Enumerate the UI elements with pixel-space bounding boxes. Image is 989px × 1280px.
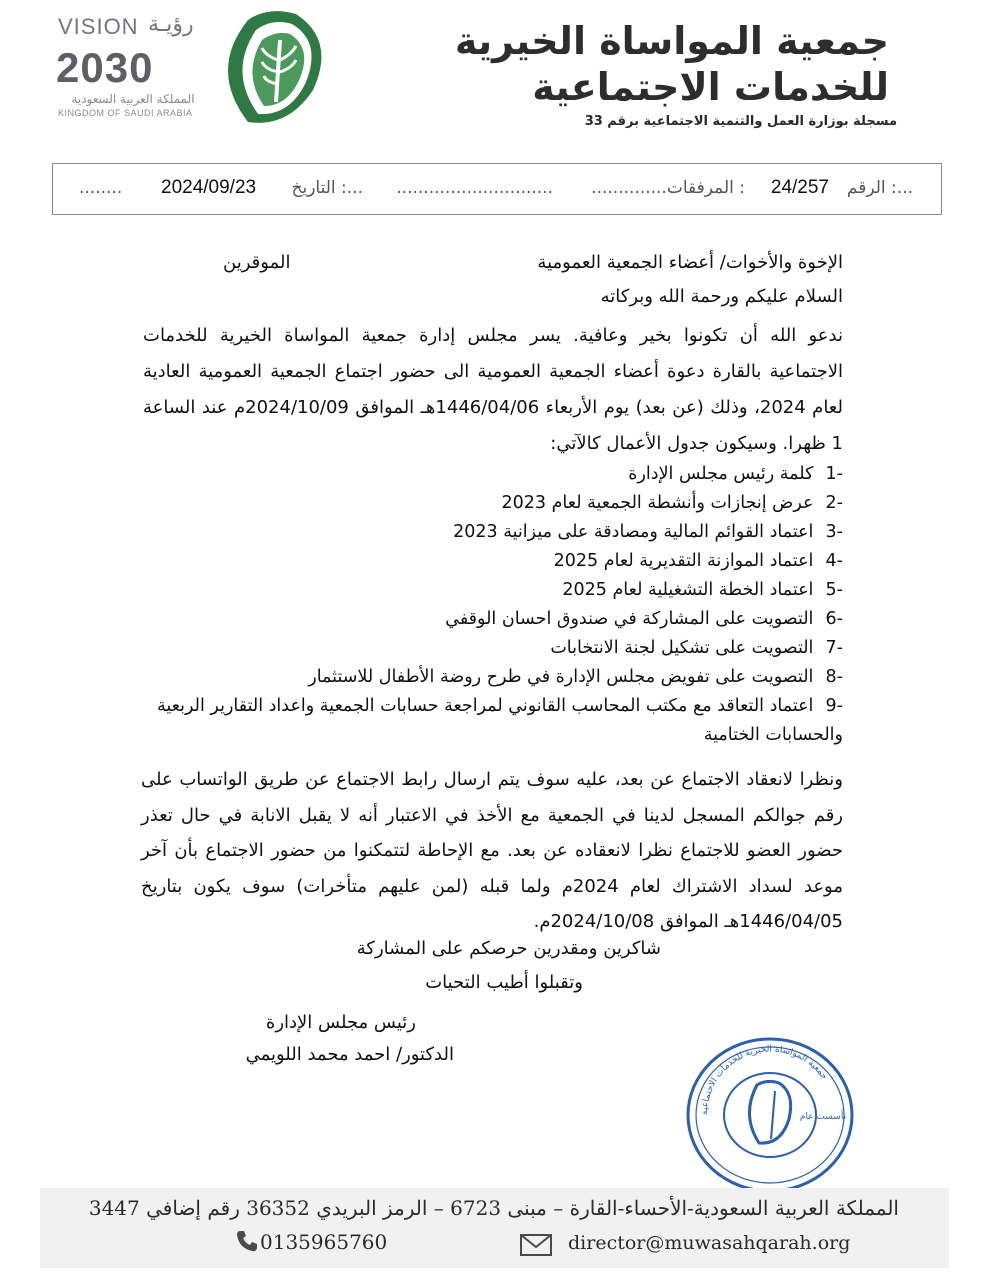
addressee <box>143 252 843 273</box>
organization-name-line2: للخدمات الاجتماعية <box>532 65 889 109</box>
footer-address: المملكة العربية السعودية-الأحساء-القارة – مبنى 6723 – الرمز البريدي 36352 رقم إضافي 3447 <box>88 1196 899 1220</box>
agenda-item-text: التصويت على تفويض مجلس الإدارة في طرح روضة الأطفال للاستثمار <box>308 667 814 687</box>
agenda-item-number: -2 <box>825 493 843 513</box>
agenda-item-text: اعتماد القوائم المالية ومصادقة على ميزانية 2023 <box>453 522 814 542</box>
vision-2030-logo <box>56 12 216 118</box>
official-stamp-icon <box>683 1035 858 1195</box>
organization-name-line1: جمعية المواساة الخيرية <box>454 19 889 63</box>
agenda-item-number: -6 <box>825 609 843 629</box>
reference-number-value: 24/257 <box>770 177 829 198</box>
agenda-item <box>143 518 843 547</box>
stamp-founded-text: تأسست عام <box>799 1112 847 1122</box>
agenda-item-text: اعتماد الموازنة التقديرية لعام 2025 <box>553 551 814 571</box>
footer-phone[interactable]: 0135965760 <box>260 1230 388 1254</box>
greeting: السلام عليكم ورحمة الله وبركاته <box>600 286 843 307</box>
reference-number-label: الرقم :... <box>846 178 913 198</box>
thanks-line: شاكرين ومقدرين حرصكم على المشاركة <box>356 938 661 959</box>
agenda-item-text: عرض إنجازات وأنشطة الجمعية لعام 2023 <box>501 493 814 513</box>
agenda-item-text: اعتماد التعاقد مع مكتب المحاسب القانوني لمراجعة حسابات الجمعية واعداد التقارير الربعية والحسابات الختامية <box>157 696 843 745</box>
agenda-item-text: اعتماد الخطة التشغيلية لعام 2025 <box>562 580 814 600</box>
vision-word-arabic: رؤيـة <box>148 12 194 37</box>
vision-kingdom-arabic: المملكة العربية السعودية <box>71 92 195 106</box>
organization-name <box>455 18 889 110</box>
trailing-dots: ........ <box>79 178 123 198</box>
agenda-item-number: -7 <box>825 638 843 658</box>
footer-email[interactable]: director@muwasahqarah.org <box>568 1232 851 1254</box>
agenda-item <box>143 460 843 489</box>
agenda-item-number: -1 <box>825 464 843 484</box>
signature-name: الدكتور/ احمد محمد اللويمي <box>245 1044 454 1065</box>
vision-word: VISION <box>58 14 139 39</box>
stamp-ring-text: جمعية المواساة الخيرية للخدمات الاجتماعية <box>699 1044 830 1116</box>
date-value: 2024/09/23 <box>161 177 257 198</box>
phone-icon <box>234 1228 260 1254</box>
agenda-item-text: التصويت على تشكيل لجنة الانتخابات <box>550 638 814 658</box>
agenda-item-text: التصويت على المشاركة في صندوق احسان الوقفي <box>445 609 814 629</box>
attachments-label: ..............المرفقات : <box>591 178 745 198</box>
agenda-item <box>143 692 843 750</box>
addressee-text: الإخوة والأخوات/ أعضاء الجمعية العمومية <box>537 252 843 273</box>
signature-title: رئيس مجلس الإدارة <box>265 1012 416 1033</box>
attachments-dots: ............................. <box>396 178 553 198</box>
registry-statement: مسجلة بوزارة العمل والتنمية الاجتماعية برقم 33 <box>584 114 897 129</box>
vision-kingdom-english: KINGDOM OF SAUDI ARABIA <box>58 108 193 118</box>
agenda-item <box>143 605 843 634</box>
date-label: التاريخ :... <box>291 178 363 198</box>
footer <box>40 1188 949 1268</box>
agenda-item-text: كلمة رئيس مجلس الإدارة <box>628 464 814 484</box>
mail-icon <box>520 1234 552 1256</box>
agenda-item-number: -5 <box>825 580 843 600</box>
agenda-item-number: -8 <box>825 667 843 687</box>
organization-logo-icon <box>218 10 328 130</box>
agenda-item-number: -9 <box>825 696 843 716</box>
letterhead <box>0 0 989 150</box>
vision-year: 2030 <box>56 44 154 91</box>
reference-box <box>52 163 942 215</box>
agenda-item <box>143 576 843 605</box>
regards-line: وتقبلوا أطيب التحيات <box>425 972 583 993</box>
invitation-paragraph: ندعو الله أن تكونوا بخير وعافية. يسر مجلس إدارة جمعية المواساة الخيرية للخدمات الاجتماعية بالقارة دعوة أعضاء الجمعية العمومية الى حضور اجتماع الجمعية العمومية العادية لعام 2024، وذلك (عن بعد) يوم الأربعاء 1446/04/06هـ الموافق 2024/10/09م عند الساعة 1 ظهرا. وسيكون جدول الأعمال كالآتي: <box>143 325 843 454</box>
agenda-item <box>143 489 843 518</box>
honorific: الموقرين <box>223 252 291 273</box>
agenda-item-number: -4 <box>825 551 843 571</box>
agenda-item <box>143 547 843 576</box>
agenda-item <box>143 663 843 692</box>
agenda-item <box>143 634 843 663</box>
remote-meeting-paragraph: ونظرا لانعقاد الاجتماع عن بعد، عليه سوف يتم ارسال رابط الاجتماع عن طريق الواتساب على رقم جوالكم المسجل لدينا في الجمعية مع الأخذ في الاعتبار أنه لا يقبل الانابة في حال تعذر حضور العضو للاجتماع نظرا لانعقاده عن بعد. مع الإحاطة لتتمكنوا من حضور الاجتماع بأن آخر موعد لسداد الاشتراك لعام 2024م ولما قبله (لمن عليهم متأخرات) سوف يكون بتاريخ 1446/04/05هـ الموافق 2024/10/08م. <box>141 769 843 932</box>
agenda-list <box>143 460 843 750</box>
agenda-item-number: -3 <box>825 522 843 542</box>
